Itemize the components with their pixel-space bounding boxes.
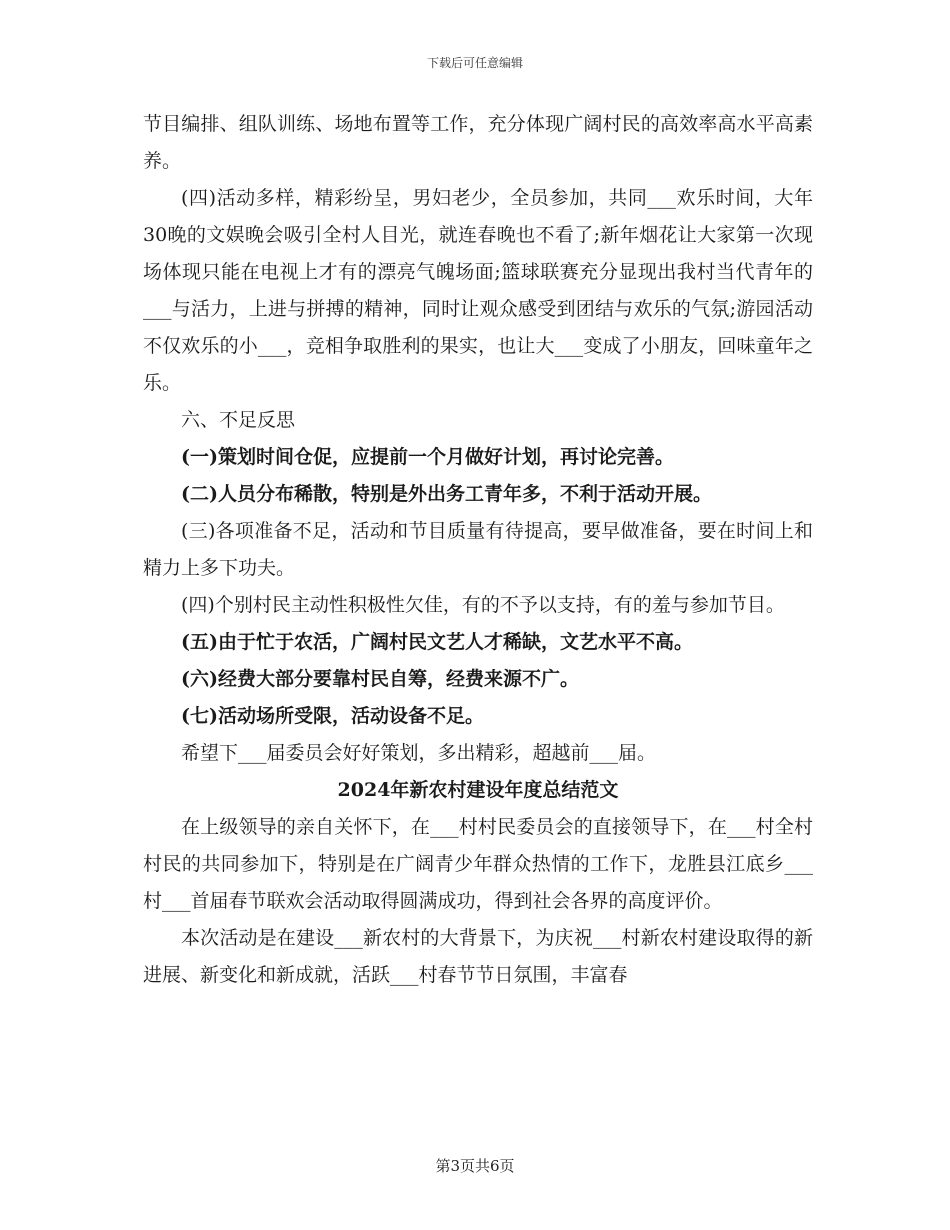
section-heading: 六、不足反思: [181, 409, 296, 431]
list-item: (二)人员分布稀散，特别是外出务工青年多，不利于活动开展。: [181, 483, 712, 505]
paragraph: 节目编排、组队训练、场地布置等工作，充分体现广阔村民的高效率高水平高素养。: [143, 113, 813, 172]
header-note: 下载后可任意编辑: [426, 56, 523, 70]
paragraph: 希望下___届委员会好好策划，多出精彩，超越前___届。: [181, 742, 657, 764]
paragraph: (四)活动多样，精彩纷呈，男妇老少，全员参加，共同___欢乐时间，大年30晚的文娱晚会吸引全村人目光，就连春晚也不看了;新年烟花让大家第一次现场体现只能在电视上才有的漂亮气魄场面;篮球联赛充分显现出我村当代青年的___与活力，上进与拼搏的精神，同时让观众感受到团结与欢乐的气氛;游园活动不仅欢乐的小___，竞相争取胜利的果实，也让大___变成了小朋友，回味童年之乐。: [143, 187, 813, 394]
page-number: 第3页共6页: [435, 1157, 515, 1175]
list-item: (六)经费大部分要靠村民自筹，经费来源不广。: [181, 668, 579, 690]
list-item: (四)个别村民主动性积极性欠佳，有的不予以支持，有的羞与参加节目。: [181, 594, 785, 616]
paragraph: 本次活动是在建设___新农村的大背景下，为庆祝___村新农村建设取得的新进展、新变化和新成就，活跃___村春节节日氛围，丰富春: [143, 927, 813, 986]
list-item: (七)活动场所受限，活动设备不足。: [181, 705, 484, 727]
list-item: (五)由于忙于农活，广阔村民文艺人才稀缺，文艺水平不高。: [181, 631, 693, 653]
document-title: 2024年新农村建设年度总结范文: [337, 779, 619, 801]
list-item: (三)各项准备不足，活动和节目质量有待提高，要早做准备，要在时间上和精力上多下功夫。: [143, 520, 813, 579]
list-item: (一)策划时间仓促，应提前一个月做好计划，再讨论完善。: [181, 446, 674, 468]
paragraph: 在上级领导的亲自关怀下，在___村村民委员会的直接领导下，在___村全村村民的共同参加下，特别是在广阔青少年群众热情的工作下，龙胜县江底乡___村___首届春节联欢会活动取得圆满成功，得到社会各界的高度评价。: [143, 816, 813, 912]
document-body: [143, 106, 813, 994]
